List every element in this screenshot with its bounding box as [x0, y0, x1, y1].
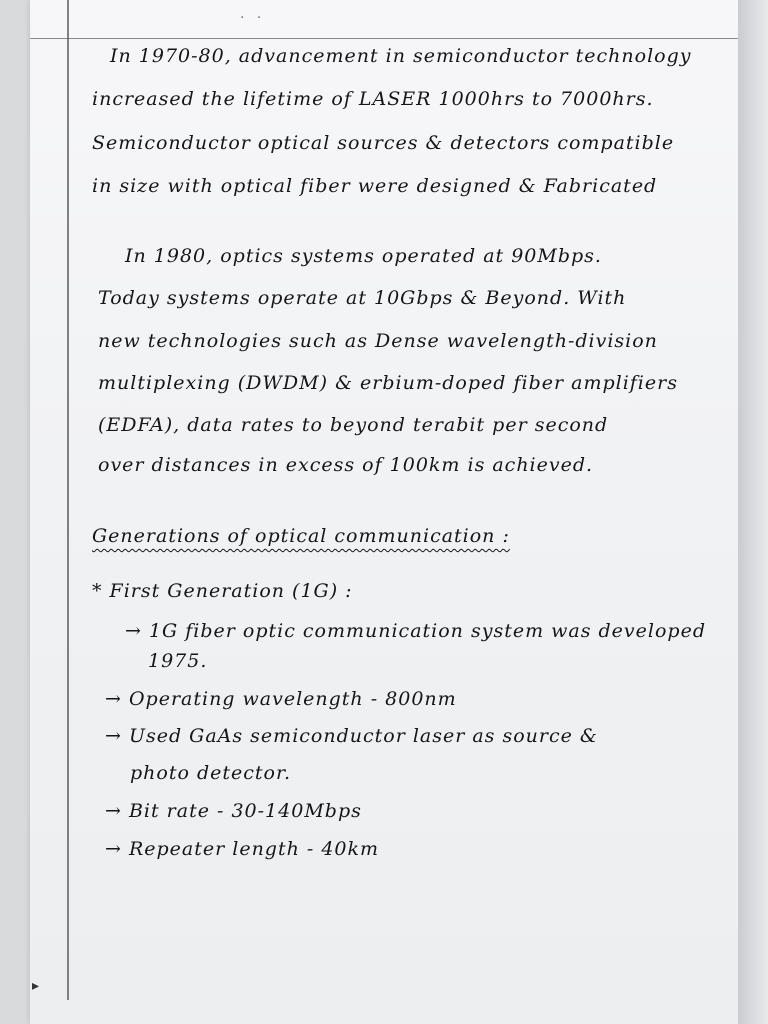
bottom-arrow-mark: ▸: [32, 978, 40, 994]
page-right-edge: [738, 0, 768, 1024]
paragraph2-line-4: multiplexing (DWDM) & erbium-doped fiber amplifiers: [98, 372, 678, 394]
first-generation-item: → Operating wavelength - 800nm: [105, 688, 457, 710]
first-generation-item: → 1G fiber optic communication system was developed: [125, 620, 706, 642]
margin-line-vertical: [67, 0, 69, 1000]
first-generation-item: photo detector.: [130, 762, 291, 784]
paragraph1-line-1: In 1970-80, advancement in semiconductor technology: [110, 45, 692, 67]
first-generation-item: → Bit rate - 30-140Mbps: [105, 800, 362, 822]
section-heading: Generations of optical communication :: [92, 525, 510, 547]
paragraph1-line-4: in size with optical fiber were designed & Fabricated: [92, 175, 658, 197]
margin-line-horizontal: [30, 38, 738, 39]
paragraph2-line-3: new technologies such as Dense wavelength-division: [98, 330, 658, 352]
notebook-page: [30, 0, 738, 1024]
paragraph2-line-5: (EDFA), data rates to beyond terabit per second: [98, 414, 609, 436]
first-generation-item: → Used GaAs semiconductor laser as source &: [105, 725, 598, 747]
paragraph2-line-6: over distances in excess of 100km is achieved.: [98, 454, 594, 476]
first-generation-item: → Repeater length - 40km: [105, 838, 380, 860]
paragraph2-line-1: In 1980, optics systems operated at 90Mbps.: [125, 245, 602, 267]
page-top-dots: · ·: [240, 10, 266, 26]
paragraph2-line-2: Today systems operate at 10Gbps & Beyond. With: [98, 287, 627, 309]
paragraph1-line-3: Semiconductor optical sources & detectors compatible: [92, 132, 675, 154]
first-generation-item: 1975.: [148, 650, 208, 672]
first-generation-title: * First Generation (1G) :: [92, 580, 353, 602]
paragraph1-line-2: increased the lifetime of LASER 1000hrs to 7000hrs.: [92, 88, 654, 110]
